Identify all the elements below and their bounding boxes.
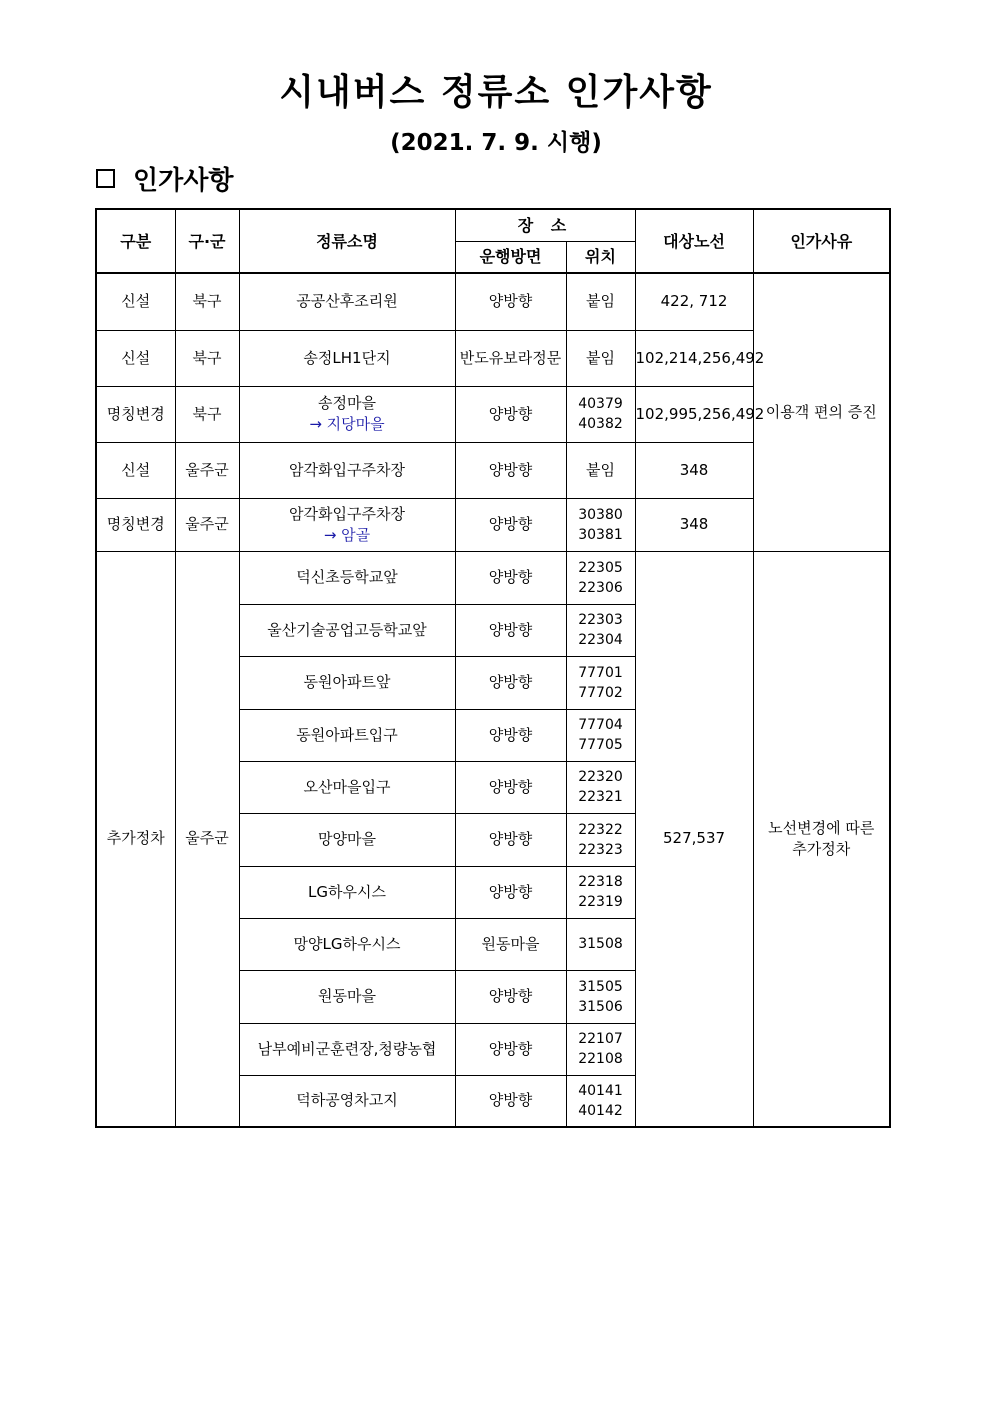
cell-position [566,709,635,761]
position-id: 22323 [578,841,623,858]
position-id: 31508 [578,936,623,952]
cell-district: 북구 [175,386,239,442]
table-row [96,551,890,604]
header-location: 장 소 [455,209,635,241]
cell-stop-name: 울산기술공업고등학교앞 [239,604,455,656]
stop-name-old: 송정마을 [318,394,376,412]
position-id: 22318 [578,874,623,890]
cell-position [566,656,635,709]
cell-stop-name: 덕하공영차고지 [239,1075,455,1127]
stop-name-new: → 암골 [323,525,371,544]
stop-approval-table [95,208,891,1128]
cell-direction: 양방향 [455,442,566,498]
header-category: 구분 [96,209,175,273]
reason-line: 노선변경에 따른 [768,818,875,837]
position-id: 77704 [578,717,623,733]
cell-position [566,604,635,656]
cell-district: 울주군 [175,442,239,498]
cell-position: 붙임 [566,442,635,498]
cell-stop-name: 동원아파트앞 [239,656,455,709]
cell-stop-name: 덕신초등학교앞 [239,551,455,604]
cell-category: 신설 [96,442,175,498]
cell-direction: 원동마을 [455,918,566,970]
cell-direction: 양방향 [455,273,566,330]
cell-direction: 양방향 [455,656,566,709]
position-id: 22107 [578,1031,623,1047]
cell-position: 붙임 [566,273,635,330]
cell-stop-name: 망양LG하우시스 [239,918,455,970]
reason-line: 추가정차 [792,839,851,858]
cell-position [566,761,635,813]
cell-stop-name: LG하우시스 [239,866,455,918]
cell-position [566,970,635,1023]
header-position: 위치 [566,241,635,273]
page-subtitle: (2021. 7. 9. 시행) [390,130,602,156]
cell-direction: 양방향 [455,866,566,918]
cell-stop-name: 송정LH1단지 [239,330,455,386]
cell-direction: 양방향 [455,551,566,604]
cell-district: 울주군 [175,551,239,1127]
position-id: 40141 [578,1082,623,1099]
cell-reason [753,551,890,1127]
cell-position: 붙임 [566,330,635,386]
cell-stop-name: 오산마을입구 [239,761,455,813]
cell-direction: 양방향 [455,970,566,1023]
cell-routes: 348 [635,498,753,551]
cell-routes: 527,537 [635,551,753,1127]
position-id: 22306 [578,579,623,596]
position-id: 22304 [578,632,623,648]
cell-stop-name: 동원아파트입구 [239,709,455,761]
cell-position [566,1075,635,1127]
position-id: 77705 [578,737,623,753]
stop-name-old: 암각화입구주차장 [289,504,405,523]
cell-direction: 양방향 [455,386,566,442]
cell-position [566,918,635,970]
cell-stop-name: 공공산후조리원 [239,273,455,330]
cell-stop-name [239,386,455,442]
cell-direction: 양방향 [455,761,566,813]
position-id: 22320 [578,769,623,785]
position-id: 22108 [578,1051,623,1067]
position-id: 22303 [578,612,623,628]
cell-direction: 양방향 [455,604,566,656]
cell-direction: 양방향 [455,813,566,866]
cell-category: 추가정차 [96,551,175,1127]
header-district: 구·군 [175,209,239,273]
cell-position [566,813,635,866]
cell-stop-name: 남부예비군훈련장,청량농협 [239,1023,455,1075]
position-id: 31506 [578,998,623,1015]
header-stop-name: 정류소명 [239,209,455,273]
position-id: 22321 [578,789,623,805]
position-id: 77702 [578,684,623,701]
position-id: 40379 [578,396,623,412]
cell-position [566,1023,635,1075]
position-id: 40142 [578,1102,623,1119]
cell-category: 신설 [96,273,175,330]
header-direction: 운행방면 [455,241,566,273]
cell-category: 명칭변경 [96,386,175,442]
cell-direction: 양방향 [455,498,566,551]
checkbox-square-icon [96,169,115,188]
cell-category: 신설 [96,330,175,386]
cell-district: 북구 [175,273,239,330]
position-id: 22305 [578,559,623,576]
cell-district: 울주군 [175,498,239,551]
cell-position [566,498,635,551]
cell-stop-name: 원동마을 [239,970,455,1023]
cell-position [566,386,635,442]
position-id: 40382 [578,416,623,432]
cell-stop-name: 암각화입구주차장 [239,442,455,498]
cell-routes: 102,214,256,492 [635,330,753,386]
position-id: 22319 [578,894,623,910]
section-heading [96,160,233,197]
page-title: 시내버스 정류소 인가사항 [279,72,713,113]
cell-reason: 이용객 편의 증진 [753,273,890,551]
table-row [96,273,890,330]
position-id: 31505 [578,978,623,995]
cell-position [566,866,635,918]
cell-direction: 양방향 [455,1023,566,1075]
cell-direction: 양방향 [455,1075,566,1127]
header-reason: 인가사유 [753,209,890,273]
cell-routes: 348 [635,442,753,498]
cell-stop-name: 망양마을 [239,813,455,866]
position-id: 22322 [578,821,623,838]
position-id: 77701 [578,664,623,681]
position-id: 30381 [578,526,623,543]
stop-name-new: → 지당마을 [309,415,385,433]
header-routes: 대상노선 [635,209,753,273]
section-heading-label: 인가사항 [133,166,234,196]
cell-category: 명칭변경 [96,498,175,551]
cell-stop-name [239,498,455,551]
cell-direction: 양방향 [455,709,566,761]
cell-routes: 422, 712 [635,273,753,330]
cell-district: 북구 [175,330,239,386]
cell-position [566,551,635,604]
position-id: 30380 [578,506,623,523]
cell-direction: 반도유보라정문 [455,330,566,386]
cell-routes: 102,995,256,492 [635,386,753,442]
